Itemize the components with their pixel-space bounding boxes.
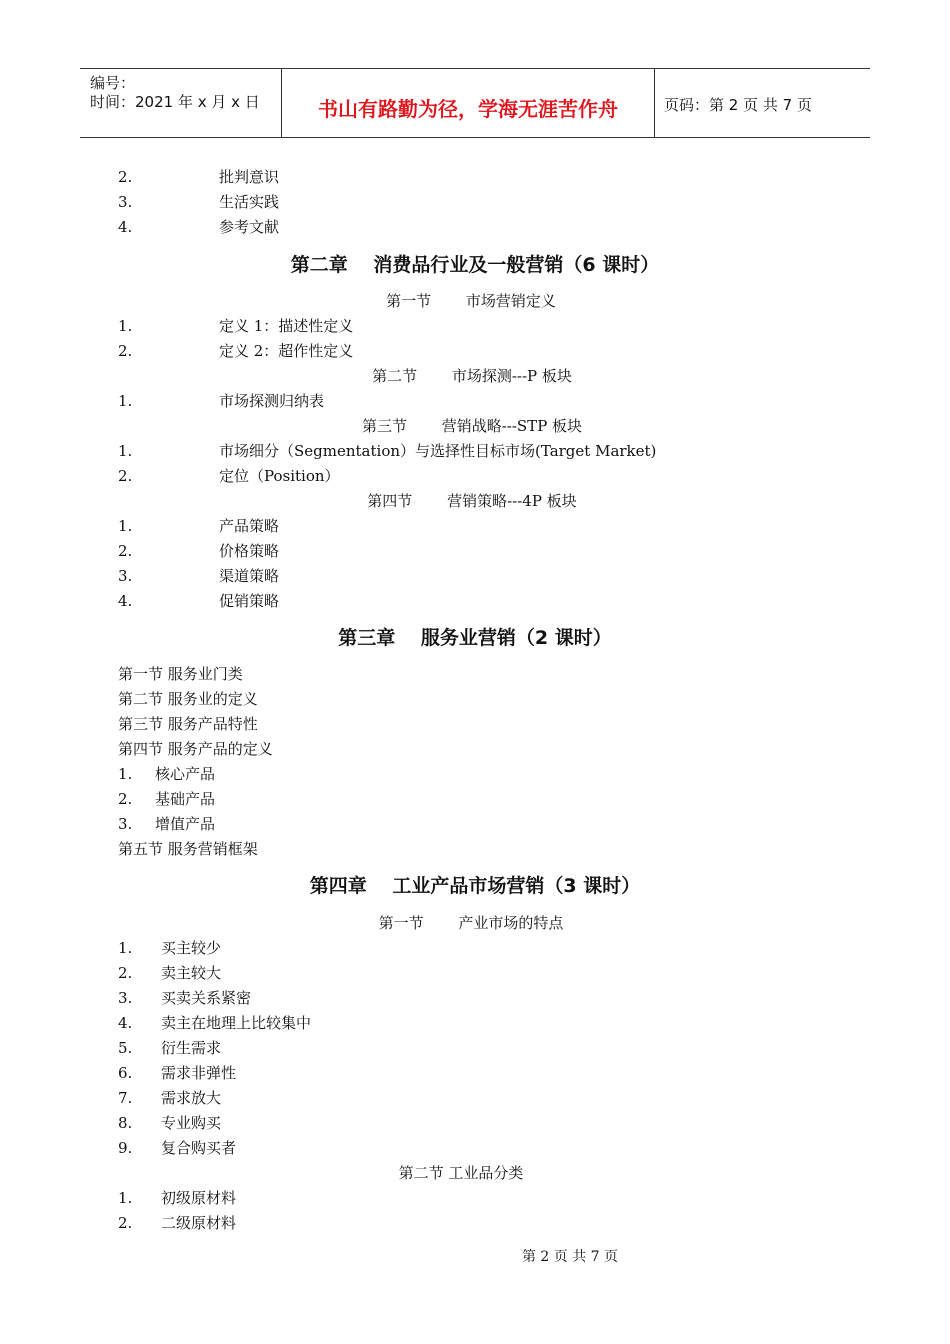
list-number: 2. [118, 342, 133, 360]
list-number: 1. [118, 765, 133, 783]
list-number: 2. [118, 467, 133, 485]
section-heading: 第四节 营销策略---4P 板块 [367, 492, 577, 510]
list-item-text: 批判意识 [219, 168, 280, 186]
list-number: 1. [118, 317, 133, 335]
list-number: 4. [118, 592, 133, 610]
list-item-text: 定位（Position） [219, 467, 340, 485]
list-item-text: 专业购买 [161, 1114, 222, 1132]
list-item-text: 买卖关系紧密 [161, 989, 252, 1007]
chapter-heading: 第二章 消费品行业及一般营销（6 课时） [290, 254, 660, 276]
list-number: 3. [118, 193, 133, 211]
list-number: 1. [118, 392, 133, 410]
list-number: 1. [118, 1189, 133, 1207]
list-item-text: 卖主在地理上比较集中 [161, 1014, 312, 1032]
section-heading: 第二节 工业品分类 [398, 1164, 524, 1182]
list-number: 3. [118, 989, 133, 1007]
list-item-text: 促销策略 [219, 592, 280, 610]
date-label: 时间：2021 年 x 月 x 日 [90, 93, 260, 111]
serial-label: 编号： [90, 74, 136, 92]
list-item-text: 市场探测归纳表 [219, 392, 325, 410]
section-heading: 第一节 市场营销定义 [386, 292, 556, 310]
list-item-text: 复合购买者 [161, 1139, 237, 1157]
list-number: 2. [118, 964, 133, 982]
list-number: 1. [118, 442, 133, 460]
list-item-text: 需求放大 [161, 1089, 222, 1107]
list-item-text: 产品策略 [219, 517, 280, 535]
header-divider [654, 69, 655, 137]
list-number: 3. [118, 815, 133, 833]
list-number: 1. [118, 939, 133, 957]
section-line: 第一节 服务业门类 [118, 665, 243, 683]
list-item-text: 衍生需求 [161, 1039, 222, 1057]
section-heading: 第一节 产业市场的特点 [378, 914, 564, 932]
page-number-label: 页码：第 2 页 共 7 页 [664, 96, 812, 114]
list-number: 6. [118, 1064, 133, 1082]
section-heading: 第三节 营销战略---STP 板块 [361, 417, 583, 435]
chapter-heading: 第三章 服务业营销（2 课时） [338, 627, 612, 649]
section-line: 第四节 服务产品的定义 [118, 740, 273, 758]
list-item-text: 需求非弹性 [161, 1064, 237, 1082]
list-item-text: 基础产品 [155, 790, 216, 808]
list-number: 4. [118, 1014, 133, 1032]
list-item-text: 参考文献 [219, 218, 280, 236]
section-heading: 第二节 市场探测---P 板块 [372, 367, 572, 385]
list-number: 2. [118, 542, 133, 560]
list-item-text: 价格策略 [219, 542, 280, 560]
list-number: 5. [118, 1039, 133, 1057]
list-item-text: 生活实践 [219, 193, 280, 211]
list-number: 9. [118, 1139, 133, 1157]
page-footer: 第 2 页 共 7 页 [521, 1249, 619, 1265]
header-motto: 书山有路勤为径，学海无涯苦作舟 [318, 97, 618, 121]
list-item-text: 初级原材料 [161, 1189, 237, 1207]
section-line: 第五节 服务营销框架 [118, 840, 258, 858]
list-number: 4. [118, 218, 133, 236]
list-item-text: 二级原材料 [161, 1214, 237, 1232]
list-item-text: 市场细分（Segmentation）与选择性目标市场(Target Market) [219, 442, 657, 460]
list-number: 2. [118, 790, 133, 808]
list-item-text: 定义 2：超作性定义 [219, 342, 354, 360]
list-number: 2. [118, 168, 133, 186]
page-header [80, 68, 870, 138]
list-number: 7. [118, 1089, 133, 1107]
list-number: 8. [118, 1114, 133, 1132]
list-number: 3. [118, 567, 133, 585]
list-item-text: 定义 1：描述性定义 [219, 317, 354, 335]
list-item-text: 渠道策略 [219, 567, 280, 585]
list-number: 2. [118, 1214, 133, 1232]
list-item-text: 核心产品 [155, 765, 216, 783]
section-line: 第二节 服务业的定义 [118, 690, 258, 708]
list-item-text: 增值产品 [155, 815, 216, 833]
section-line: 第三节 服务产品特性 [118, 715, 258, 733]
list-number: 1. [118, 517, 133, 535]
list-item-text: 卖主较大 [161, 964, 222, 982]
chapter-heading: 第四章 工业产品市场营销（3 课时） [309, 875, 641, 897]
list-item-text: 买主较少 [161, 939, 222, 957]
